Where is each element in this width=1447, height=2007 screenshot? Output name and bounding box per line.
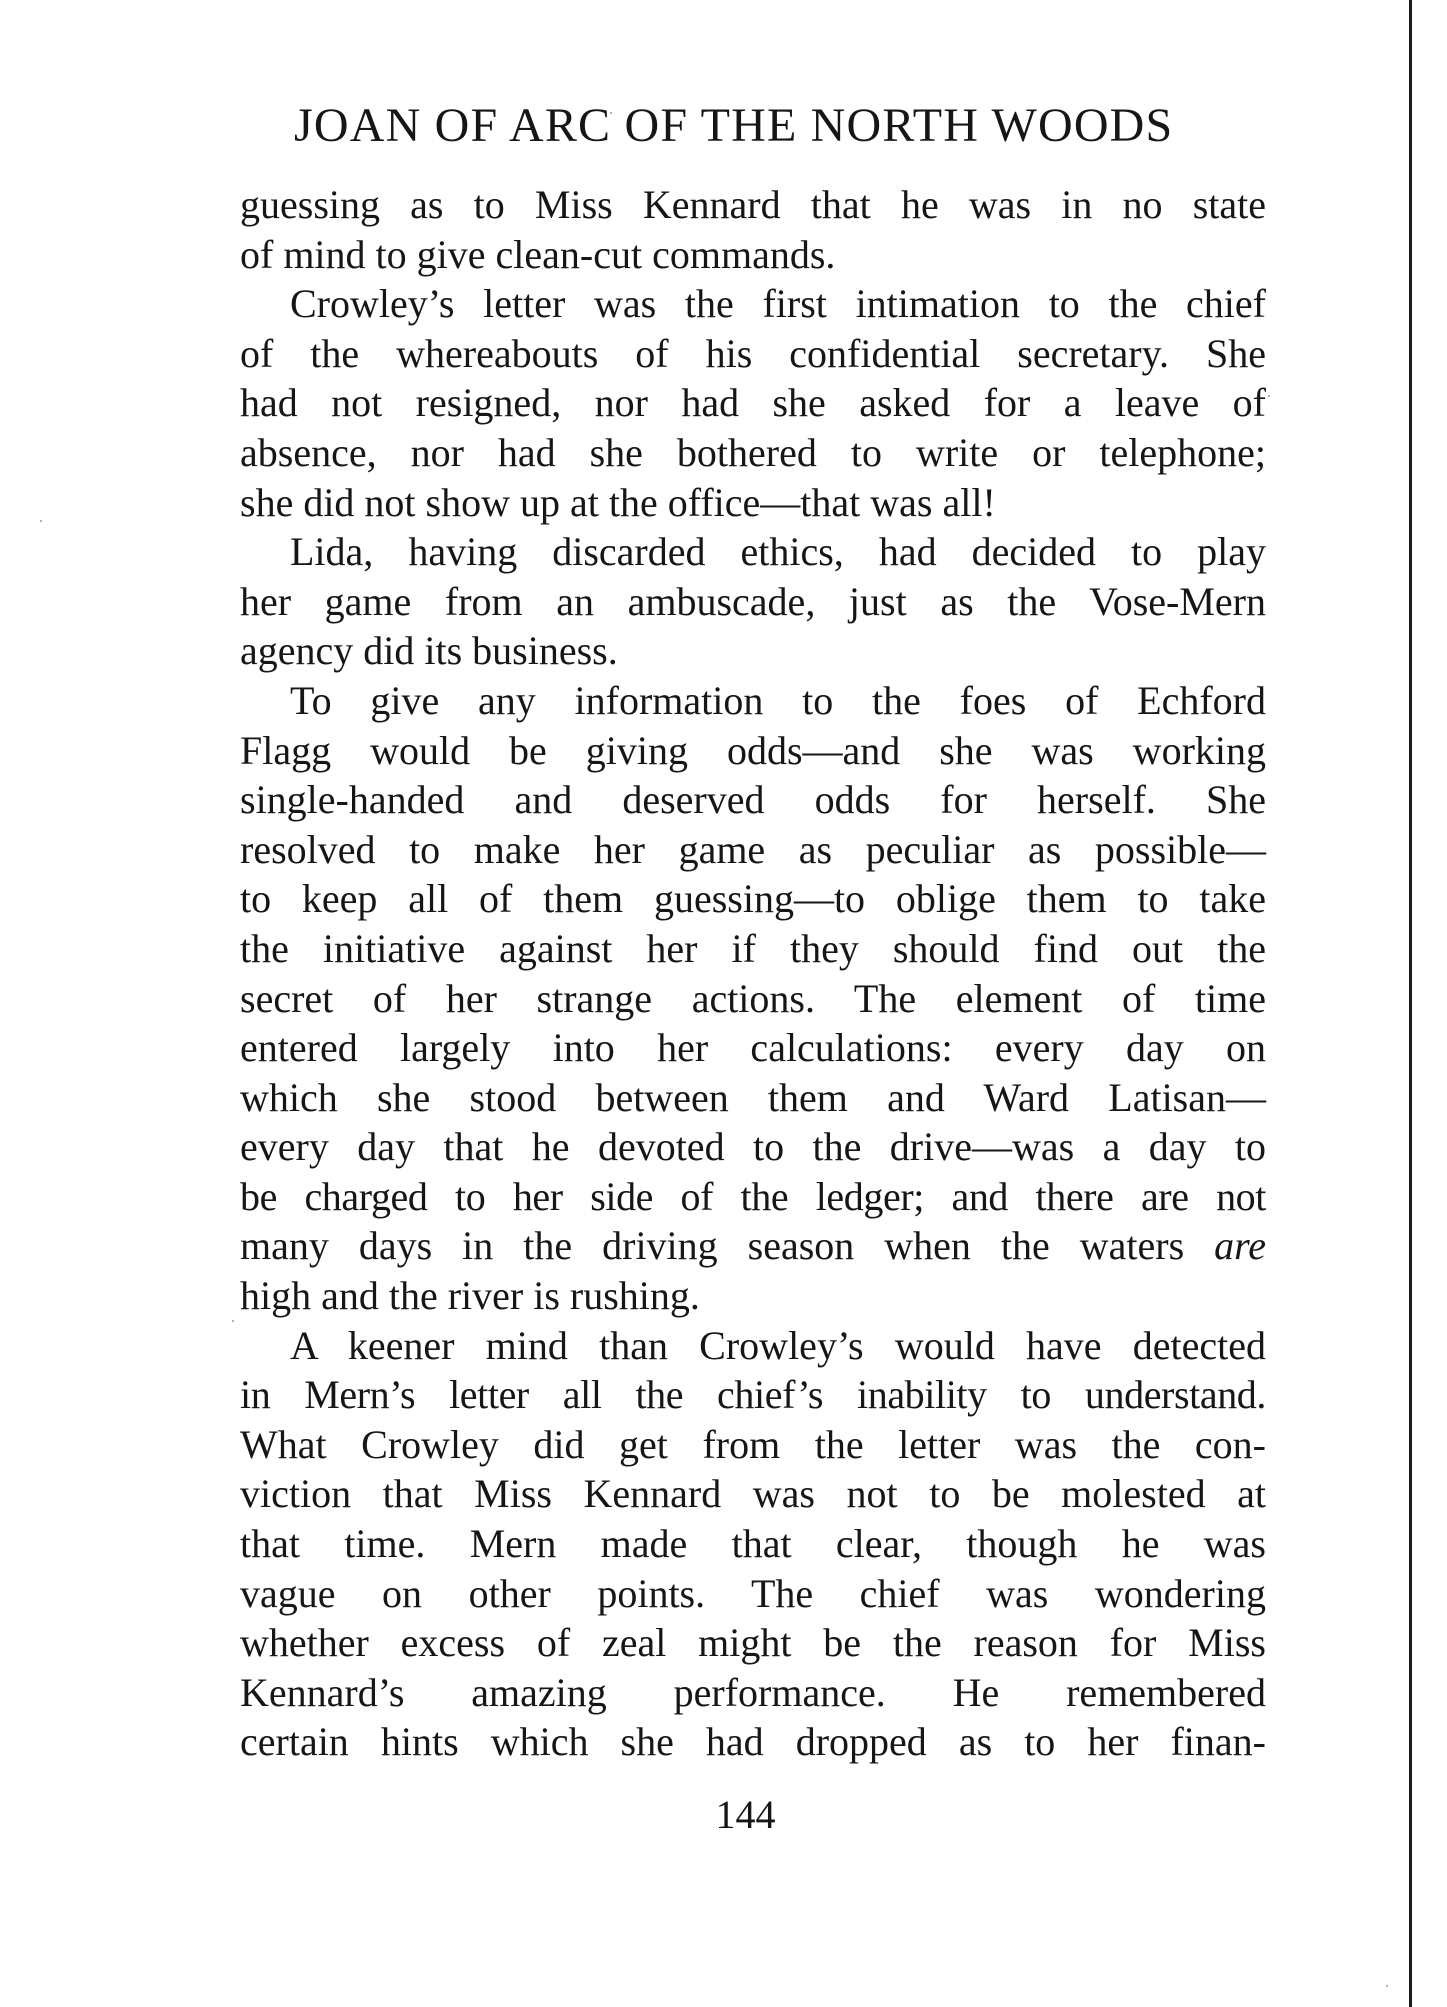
text-line: agency did its business. [240,628,618,674]
text-line: absence, nor had she bothered to write or telephone; [240,429,1266,475]
text-line: to keep all of them guessing—to oblige them to take [240,876,1266,922]
page-number: 144 [715,1792,776,1837]
text-line: vague on other points. The chief was wondering [240,1570,1266,1616]
running-head: JOAN OF ARC OF THE NORTH WOODS [294,99,1174,152]
paper-speck [40,520,42,522]
text-line: every day that he devoted to the drive—was a day to [240,1124,1266,1170]
body-text [240,180,1266,1767]
text-line: secret of her strange actions. The element of time [240,975,1266,1021]
text-line: whether excess of zeal might be the reason for Miss [240,1620,1266,1666]
text-line: certain hints which she had dropped as to her finan- [240,1719,1266,1765]
text-line: resolved to make her game as peculiar as possible— [240,826,1266,872]
text-line: she did not show up at the office—that was all! [240,479,996,525]
text-line: her game from an ambuscade, just as the Vose-Mern [240,578,1266,624]
paper-speck [232,1320,234,1322]
text-line: had not resigned, nor had she asked for a leave of [240,380,1266,426]
text-line: Kennard’s amazing performance. He remembered [240,1669,1266,1715]
text-line: A keener mind than Crowley’s would have detected [290,1322,1266,1368]
text-line: the initiative against her if they should find out the [240,925,1266,971]
text-line: Flagg would be giving odds—and she was working [240,727,1266,773]
text-line-with-italic: many days in the driving season when the waters are [240,1223,1266,1269]
emphasized-word: are [1214,1223,1266,1269]
text-line: single-handed and deserved odds for herself. She [240,777,1266,823]
text-line: Crowley’s letter was the first intimation to the chief [290,281,1266,327]
text-line: entered largely into her calculations: every day on [240,1025,1266,1071]
paper-speck [1268,395,1270,397]
text-line: of mind to give clean-cut commands. [240,231,836,277]
text-line: that time. Mern made that clear, though he was [240,1521,1266,1567]
text-line: To give any information to the foes of Echford [290,677,1266,723]
text-line: viction that Miss Kennard was not to be molested at [240,1471,1266,1517]
text-line: high and the river is rushing. [240,1273,700,1319]
text-line: What Crowley did get from the letter was the con- [240,1421,1266,1467]
text-line: guessing as to Miss Kennard that he was in no state [240,182,1266,227]
paper-speck [1386,1985,1388,1987]
page-edge-line [1409,0,1412,2007]
text-line: be charged to her side of the ledger; and there are not [240,1173,1266,1219]
text-line: Lida, having discarded ethics, had decided to play [290,529,1266,575]
text-line: in Mern’s letter all the chief’s inability to understand. [240,1372,1266,1418]
text-line: which she stood between them and Ward Latisan— [240,1074,1266,1120]
text-line: of the whereabouts of his confidential secretary. She [240,330,1266,376]
